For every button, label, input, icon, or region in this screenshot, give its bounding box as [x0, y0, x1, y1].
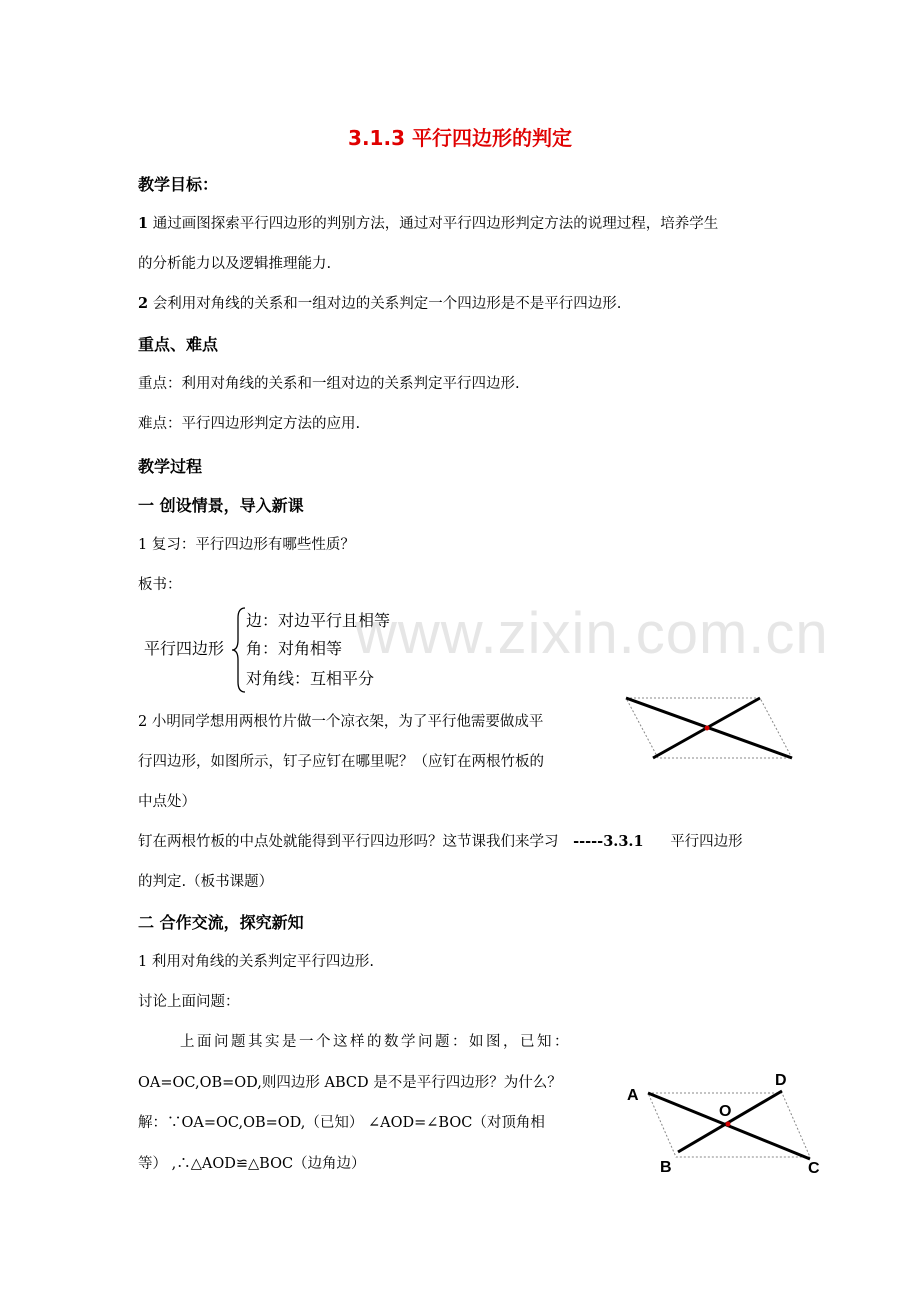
intro-line-2: 的判定.（板书课题） [138, 874, 274, 890]
problem-line-2: OA=OC,OB=OD,则四边形 ABCD 是不是平行四边形？为什么？ [138, 1075, 562, 1091]
intro-line-1 [138, 830, 743, 851]
center-point-o [726, 1122, 731, 1127]
process-heading: 教学过程 [138, 457, 203, 476]
lesson-topic: 平行四边形 [670, 834, 743, 850]
brace-item-diagonals: 对角线：互相平分 [246, 669, 375, 688]
section-2-item-1: 1 利用对角线的关系判定平行四边形. [138, 954, 374, 970]
label-o: O [719, 1103, 732, 1120]
goal-item-2-text: 会利用对角线的关系和一组对边的关系判定一个四边形是不是平行四边形. [152, 296, 622, 312]
review-question: 1 复习：平行四边形有哪些性质？ [138, 537, 355, 553]
drying-rack-figure [620, 690, 800, 770]
goal-item-1-line-2: 的分析能力以及逻辑推理能力. [138, 256, 332, 272]
key-point-text: 重点：利用对角线的关系和一组对边的关系判定平行四边形. [138, 376, 520, 392]
goal-item-1-text: 通过画图探索平行四边形的判别方法，通过对平行四边形判定方法的说理过程，培养学生 [152, 216, 719, 232]
discuss-label: 讨论上面问题： [138, 994, 240, 1010]
label-d: D [775, 1072, 787, 1089]
goal-item-2-number: 2 [138, 295, 149, 312]
solution-line-2: 等） ,∴△AOD≌△BOC（边角边） [138, 1156, 366, 1172]
goal-item-2 [138, 292, 621, 313]
problem-line-1: 上面问题其实是一个这样的数学问题：如图，已知： [180, 1034, 571, 1050]
key-points-heading: 重点、难点 [138, 335, 219, 354]
section-2-heading: 二 合作交流，探究新知 [138, 913, 304, 932]
question-2-line-1: 2 小明同学想用两根竹片做一个凉衣架，为了平行他需要做成平 [138, 714, 544, 730]
board-label: 板书： [138, 577, 182, 593]
question-2-line-2: 行四边形，如图所示，钉子应钉在哪里呢？（应钉在两根竹板的 [138, 754, 544, 770]
brace-item-angles: 角：对角相等 [246, 639, 343, 658]
intro-text: 钉在两根竹板的中点处就能得到平行四边形吗？这节课我们来学习 [138, 834, 559, 850]
parallelogram-abcd-figure [620, 1065, 830, 1180]
question-2-line-3: 中点处） [138, 794, 196, 810]
goal-item-1-number: 1 [138, 215, 149, 232]
goal-item-1-line-1 [138, 212, 718, 233]
label-c: C [808, 1160, 820, 1177]
difficulty-text: 难点：平行四边形判定方法的应用. [138, 416, 361, 432]
page-title: 3.1.3 平行四边形的判定 [348, 126, 572, 150]
section-number: -----3.3.1 [573, 833, 644, 850]
solution-line-1: 解：∵OA=OC,OB=OD,（已知） ∠AOD=∠BOC（对顶角相 [138, 1115, 545, 1131]
nail-point [705, 726, 710, 731]
goals-heading: 教学目标： [138, 175, 219, 194]
label-a: A [627, 1087, 639, 1104]
label-b: B [660, 1159, 672, 1176]
brace-label: 平行四边形 [144, 639, 225, 658]
section-1-heading: 一 创设情景，导入新课 [138, 496, 304, 515]
brace-item-sides: 边：对边平行且相等 [246, 611, 391, 630]
watermark: www.zixin.com.cn [355, 601, 829, 666]
